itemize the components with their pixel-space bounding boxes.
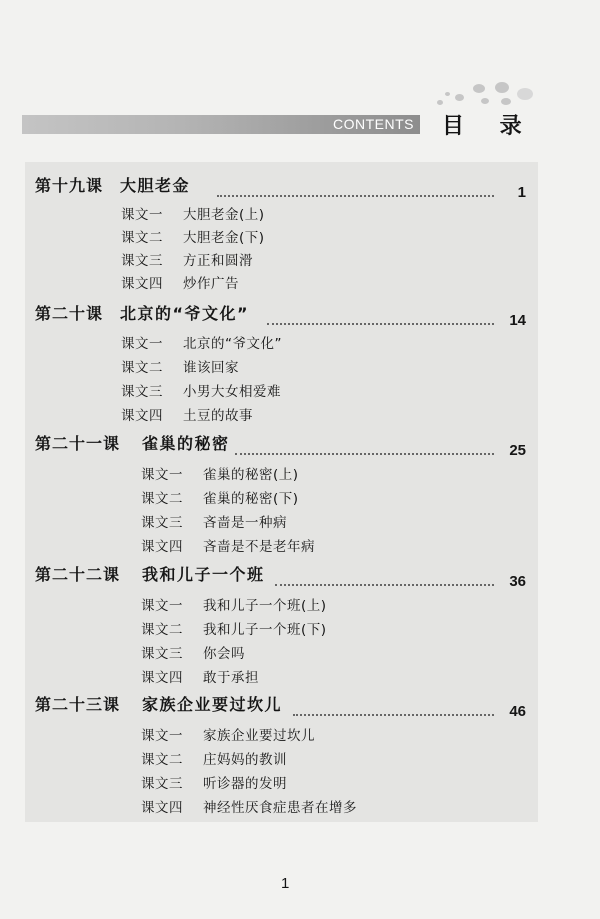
text-title: 吝啬是一种病	[203, 515, 287, 531]
text-title: 敢于承担	[203, 670, 259, 686]
decorative-dot	[437, 100, 443, 105]
text-title: 大胆老金(下)	[183, 230, 265, 246]
text-label: 课文四	[141, 539, 183, 555]
dotted-leader	[293, 714, 494, 716]
text-entry[interactable]	[121, 226, 265, 246]
lesson-number: 第二十三课	[35, 695, 121, 714]
text-entry[interactable]	[141, 463, 299, 483]
text-entry[interactable]	[121, 272, 239, 292]
text-label: 课文四	[141, 800, 183, 816]
text-label: 课文一	[141, 728, 183, 744]
text-label: 课文一	[121, 336, 163, 352]
text-label: 课文三	[121, 253, 163, 269]
lesson-heading[interactable]	[25, 688, 538, 718]
text-entry[interactable]	[121, 332, 282, 352]
dotted-leader	[275, 584, 494, 586]
lesson-page-number: 1	[517, 184, 526, 201]
lesson-number: 第二十二课	[35, 565, 121, 584]
text-entry[interactable]	[141, 618, 327, 638]
text-entry[interactable]	[141, 724, 315, 744]
lesson-number: 第二十课	[35, 304, 104, 323]
lesson-title: 雀巢的秘密	[142, 434, 230, 453]
text-title: 炒作广告	[183, 276, 239, 292]
lesson-page-number: 46	[509, 703, 526, 720]
text-entry[interactable]	[121, 404, 253, 424]
lesson-page-number: 25	[509, 442, 526, 459]
text-entry[interactable]	[141, 772, 287, 792]
text-entry[interactable]	[141, 642, 245, 662]
text-label: 课文四	[121, 276, 163, 292]
lesson-title: 家族企业要过坎儿	[142, 695, 283, 714]
text-title: 你会吗	[203, 646, 245, 662]
decorative-dot	[455, 94, 464, 101]
text-label: 课文二	[141, 752, 183, 768]
text-title: 谁该回家	[183, 360, 239, 376]
lesson-title: 我和儿子一个班	[142, 565, 265, 584]
text-label: 课文三	[141, 646, 183, 662]
decorative-dot	[495, 82, 509, 93]
text-entry[interactable]	[141, 748, 287, 768]
contents-header-bar	[22, 115, 420, 134]
lesson-page-number: 14	[509, 312, 526, 329]
text-title: 吝啬是不是老年病	[203, 539, 315, 555]
lesson-heading[interactable]	[25, 558, 538, 588]
text-entry[interactable]	[121, 249, 253, 269]
text-title: 庄妈妈的教训	[203, 752, 287, 768]
text-title: 土豆的故事	[183, 408, 253, 424]
text-entry[interactable]	[121, 356, 239, 376]
text-label: 课文二	[141, 622, 183, 638]
text-label: 课文四	[141, 670, 183, 686]
text-label: 课文一	[141, 598, 183, 614]
text-title: 小男大女相爱难	[183, 384, 281, 400]
text-entry[interactable]	[141, 796, 357, 816]
text-title: 大胆老金(上)	[183, 207, 265, 223]
text-label: 课文三	[141, 776, 183, 792]
decorative-dots	[425, 78, 535, 108]
decorative-dot	[473, 84, 485, 93]
text-label: 课文二	[121, 360, 163, 376]
text-label: 课文一	[121, 207, 163, 223]
lesson-heading[interactable]	[25, 169, 538, 199]
text-label: 课文四	[121, 408, 163, 424]
dotted-leader	[217, 195, 494, 197]
text-title: 北京的“爷文化”	[183, 336, 282, 352]
text-entry[interactable]	[141, 666, 259, 686]
toc-panel	[25, 162, 538, 822]
text-title: 家族企业要过坎儿	[203, 728, 315, 744]
text-entry[interactable]	[141, 487, 299, 507]
decorative-dot	[481, 98, 489, 104]
text-label: 课文二	[121, 230, 163, 246]
text-entry[interactable]	[121, 203, 265, 223]
page-number: 1	[281, 875, 290, 892]
text-title: 雀巢的秘密(上)	[203, 467, 299, 483]
text-label: 课文二	[141, 491, 183, 507]
contents-label: CONTENTS	[333, 116, 414, 132]
lesson-heading[interactable]	[25, 297, 538, 327]
text-label: 课文三	[141, 515, 183, 531]
text-entry[interactable]	[141, 511, 287, 531]
text-entry[interactable]	[121, 380, 281, 400]
lesson-title: 大胆老金	[120, 176, 191, 195]
decorative-dot	[517, 88, 533, 100]
text-title: 方正和圆滑	[183, 253, 253, 269]
dotted-leader	[235, 453, 494, 455]
text-label: 课文三	[121, 384, 163, 400]
text-title: 神经性厌食症患者在增多	[203, 800, 357, 816]
text-entry[interactable]	[141, 594, 327, 614]
text-title: 听诊器的发明	[203, 776, 287, 792]
lesson-page-number: 36	[509, 573, 526, 590]
dotted-leader	[267, 323, 494, 325]
decorative-dot	[445, 92, 450, 96]
text-title: 我和儿子一个班(下)	[203, 622, 327, 638]
decorative-dot	[501, 98, 511, 105]
text-title: 雀巢的秘密(下)	[203, 491, 299, 507]
lesson-title: 北京的“爷文化”	[120, 304, 250, 323]
lesson-heading[interactable]	[25, 427, 538, 457]
text-label: 课文一	[141, 467, 183, 483]
lesson-number: 第十九课	[35, 176, 104, 195]
text-title: 我和儿子一个班(上)	[203, 598, 327, 614]
text-entry[interactable]	[141, 535, 315, 555]
lesson-number: 第二十一课	[35, 434, 121, 453]
page-title: 目 录	[442, 114, 536, 139]
